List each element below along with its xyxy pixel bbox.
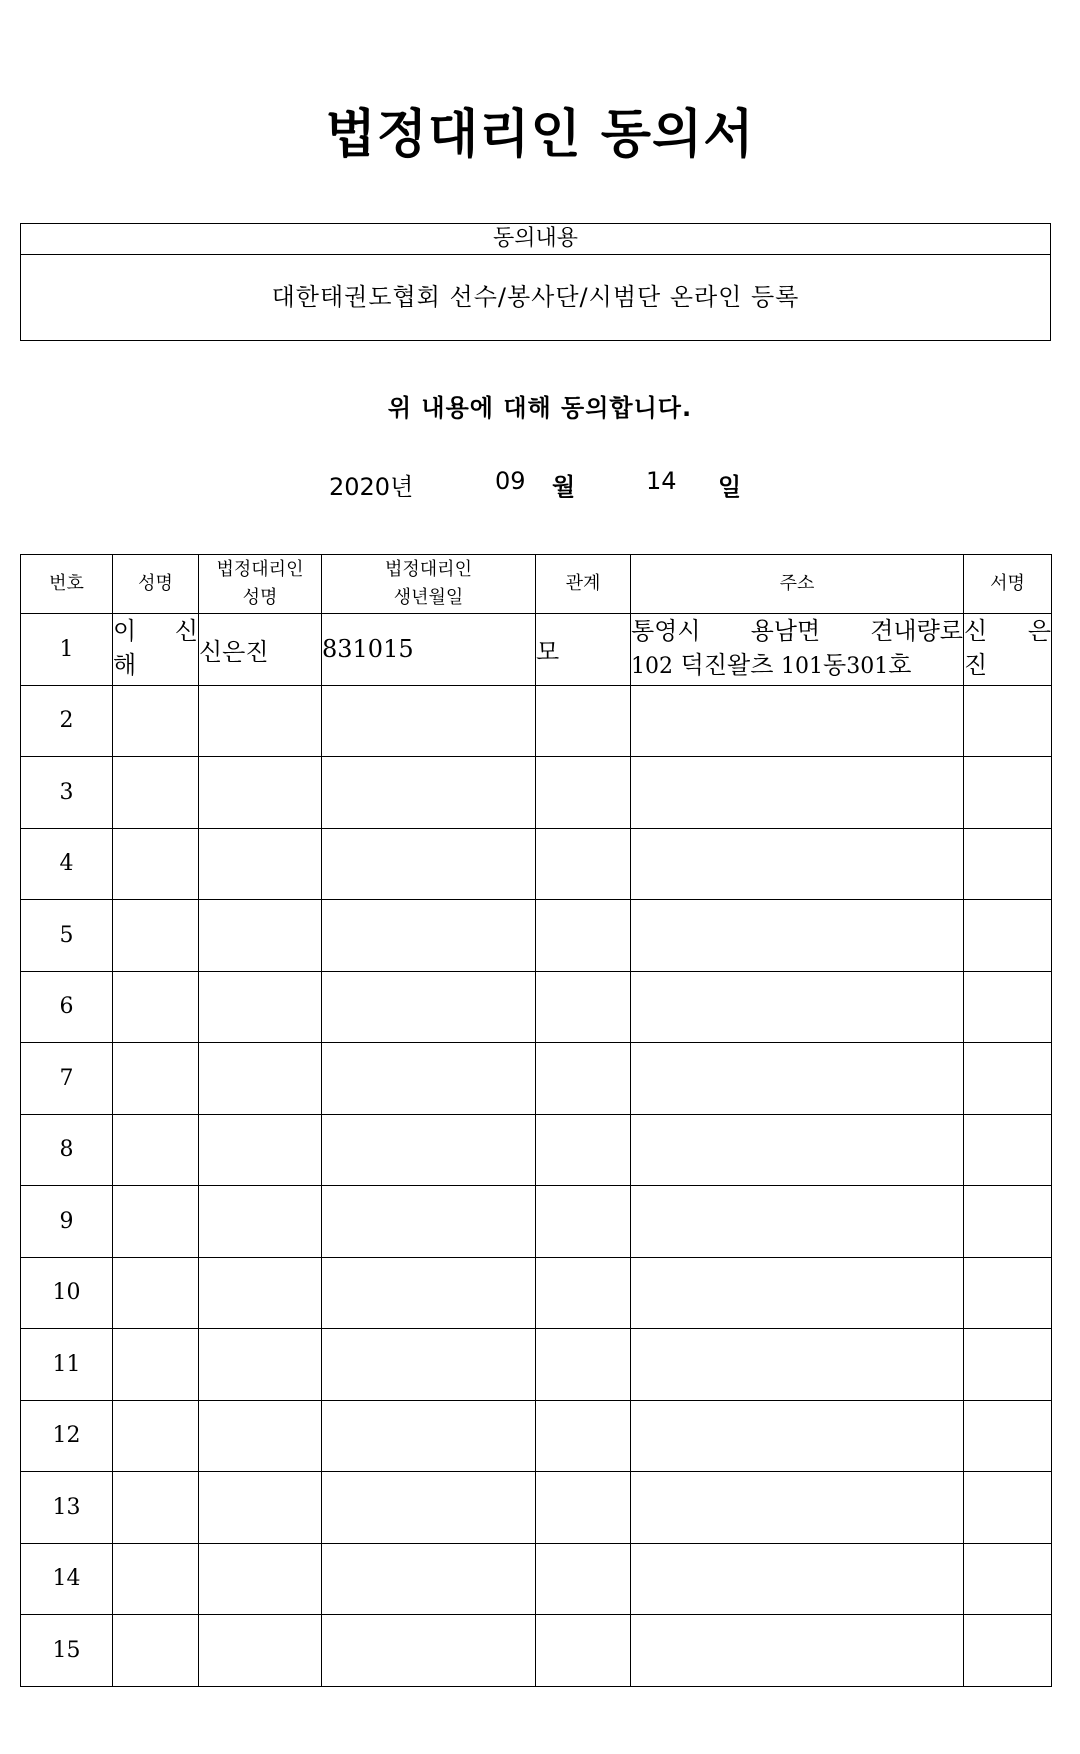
guardian-birth-cell[interactable]: [322, 1615, 536, 1687]
relation-cell[interactable]: [536, 685, 631, 757]
student-name-cell[interactable]: [113, 1472, 199, 1544]
table-row: [21, 971, 1052, 1043]
signature-cell[interactable]: [964, 900, 1052, 972]
student-name-cell: 이 신 해: [113, 614, 199, 686]
signature-cell[interactable]: [964, 1043, 1052, 1115]
relation-cell[interactable]: [536, 1043, 631, 1115]
signature-cell[interactable]: [964, 685, 1052, 757]
row-number: 11: [21, 1329, 113, 1401]
row-number: 1: [21, 614, 113, 686]
student-name-cell[interactable]: [113, 1114, 199, 1186]
date-month: 09: [495, 467, 526, 495]
guardian-name-cell[interactable]: [199, 685, 322, 757]
table-row: [21, 1615, 1052, 1687]
relation-cell[interactable]: [536, 1329, 631, 1401]
document-title: 법정대리인 동의서: [325, 105, 755, 165]
signature-cell[interactable]: [964, 1329, 1052, 1401]
table-row: [21, 1186, 1052, 1258]
relation-cell[interactable]: [536, 900, 631, 972]
relation-cell[interactable]: [536, 971, 631, 1043]
consent-box: [20, 223, 1051, 341]
guardian-birth-cell[interactable]: [322, 1257, 536, 1329]
row-number: 15: [21, 1615, 113, 1687]
table-row: [21, 1329, 1052, 1401]
guardian-birth-cell[interactable]: [322, 757, 536, 829]
table-row: [21, 1400, 1052, 1472]
table-row: [21, 1114, 1052, 1186]
row-number: 4: [21, 828, 113, 900]
student-name-cell[interactable]: [113, 1615, 199, 1687]
guardian-name-cell[interactable]: [199, 1472, 322, 1544]
student-name-cell[interactable]: [113, 685, 199, 757]
student-name-cell[interactable]: [113, 1329, 199, 1401]
student-name-cell[interactable]: [113, 1043, 199, 1115]
student-name-cell[interactable]: [113, 1257, 199, 1329]
signature-cell[interactable]: [964, 1257, 1052, 1329]
table-row: [21, 828, 1052, 900]
table-row: [21, 614, 1052, 686]
signature-cell[interactable]: [964, 828, 1052, 900]
table-row: [21, 900, 1052, 972]
signature-cell[interactable]: [964, 1543, 1052, 1615]
relation-cell[interactable]: [536, 1543, 631, 1615]
signature-cell[interactable]: [964, 1114, 1052, 1186]
student-name-cell[interactable]: [113, 757, 199, 829]
row-number: 3: [21, 757, 113, 829]
guardian-name-cell: 신은진: [199, 614, 322, 686]
guardian-birth-cell[interactable]: [322, 900, 536, 972]
signature-cell[interactable]: [964, 1472, 1052, 1544]
guardian-name-cell[interactable]: [199, 757, 322, 829]
agree-statement: 위 내용에 대해 동의합니다.: [387, 394, 693, 422]
address-cell[interactable]: [631, 1472, 964, 1544]
header-guardian-name: 법정대리인 성명: [199, 555, 322, 614]
date-year: 2020년: [329, 473, 414, 501]
date-day-unit: 일: [718, 473, 742, 501]
address-cell[interactable]: [631, 1543, 964, 1615]
address-cell[interactable]: [631, 828, 964, 900]
row-number: 2: [21, 685, 113, 757]
header-address: 주소: [631, 555, 964, 614]
row-number: 6: [21, 971, 113, 1043]
guardian-birth-cell[interactable]: [322, 1186, 536, 1258]
row-number: 10: [21, 1257, 113, 1329]
guardian-name-cell[interactable]: [199, 1043, 322, 1115]
relation-cell[interactable]: [536, 1615, 631, 1687]
address-cell[interactable]: [631, 1400, 964, 1472]
relation-cell[interactable]: [536, 1400, 631, 1472]
guardian-birth-cell[interactable]: [322, 1329, 536, 1401]
row-number: 14: [21, 1543, 113, 1615]
address-cell[interactable]: [631, 1257, 964, 1329]
row-number: 5: [21, 900, 113, 972]
signature-cell[interactable]: [964, 1186, 1052, 1258]
address-cell[interactable]: [631, 757, 964, 829]
relation-cell[interactable]: [536, 1257, 631, 1329]
guardian-birth-cell[interactable]: [322, 828, 536, 900]
header-guardian-birth: 법정대리인 생년월일: [322, 555, 536, 614]
table-row: [21, 1257, 1052, 1329]
relation-cell[interactable]: [536, 1472, 631, 1544]
relation-cell[interactable]: [536, 1186, 631, 1258]
header-no: 번호: [21, 555, 113, 614]
guardian-birth-cell: 831015: [322, 614, 536, 686]
guardian-name-cell[interactable]: [199, 828, 322, 900]
student-name-cell[interactable]: [113, 900, 199, 972]
relation-cell: 모: [536, 614, 631, 686]
address-cell[interactable]: [631, 1114, 964, 1186]
guardian-table: [20, 554, 1052, 1687]
table-row: [21, 685, 1052, 757]
table-row: [21, 1043, 1052, 1115]
date-month-unit: 월: [552, 473, 576, 501]
signature-cell[interactable]: [964, 757, 1052, 829]
header-name: 성명: [113, 555, 199, 614]
guardian-birth-cell[interactable]: [322, 1114, 536, 1186]
signature-cell[interactable]: [964, 1400, 1052, 1472]
signature-cell[interactable]: [964, 1615, 1052, 1687]
relation-cell[interactable]: [536, 757, 631, 829]
guardian-birth-cell[interactable]: [322, 1472, 536, 1544]
guardian-name-cell[interactable]: [199, 1186, 322, 1258]
row-number: 8: [21, 1114, 113, 1186]
date-day: 14: [646, 467, 677, 495]
row-number: 13: [21, 1472, 113, 1544]
guardian-name-cell[interactable]: [199, 1400, 322, 1472]
address-cell[interactable]: [631, 1186, 964, 1258]
table-row: [21, 1472, 1052, 1544]
table-header-row: [21, 555, 1052, 614]
guardian-birth-cell[interactable]: [322, 685, 536, 757]
table-row: [21, 1543, 1052, 1615]
guardian-name-cell[interactable]: [199, 900, 322, 972]
address-cell[interactable]: [631, 1329, 964, 1401]
student-name-cell[interactable]: [113, 971, 199, 1043]
address-cell[interactable]: [631, 685, 964, 757]
address-cell[interactable]: [631, 1615, 964, 1687]
guardian-name-cell[interactable]: [199, 971, 322, 1043]
consent-body: 대한태권도협회 선수/봉사단/시범단 온라인 등록: [271, 283, 800, 311]
row-number: 9: [21, 1186, 113, 1258]
consent-header: 동의내용: [21, 224, 1050, 255]
relation-cell[interactable]: [536, 1114, 631, 1186]
guardian-name-cell[interactable]: [199, 1257, 322, 1329]
guardian-birth-cell[interactable]: [322, 1543, 536, 1615]
row-number: 12: [21, 1400, 113, 1472]
table-row: [21, 757, 1052, 829]
address-cell[interactable]: [631, 900, 964, 972]
header-relation: 관계: [536, 555, 631, 614]
guardian-birth-cell[interactable]: [322, 971, 536, 1043]
address-cell[interactable]: [631, 1043, 964, 1115]
guardian-birth-cell[interactable]: [322, 1043, 536, 1115]
guardian-name-cell[interactable]: [199, 1615, 322, 1687]
student-name-cell[interactable]: [113, 1400, 199, 1472]
header-signature: 서명: [964, 555, 1052, 614]
address-cell: 통영시 용남면 견내량로 102 덕진왈츠 101동301호: [631, 614, 964, 686]
guardian-name-cell[interactable]: [199, 1114, 322, 1186]
student-name-cell[interactable]: [113, 1543, 199, 1615]
guardian-name-cell[interactable]: [199, 1329, 322, 1401]
signature-cell[interactable]: [964, 971, 1052, 1043]
row-number: 7: [21, 1043, 113, 1115]
guardian-birth-cell[interactable]: [322, 1400, 536, 1472]
student-name-cell[interactable]: [113, 1186, 199, 1258]
signature-cell: 신 은 진: [964, 614, 1052, 686]
address-cell[interactable]: [631, 971, 964, 1043]
guardian-name-cell[interactable]: [199, 1543, 322, 1615]
relation-cell[interactable]: [536, 828, 631, 900]
student-name-cell[interactable]: [113, 828, 199, 900]
